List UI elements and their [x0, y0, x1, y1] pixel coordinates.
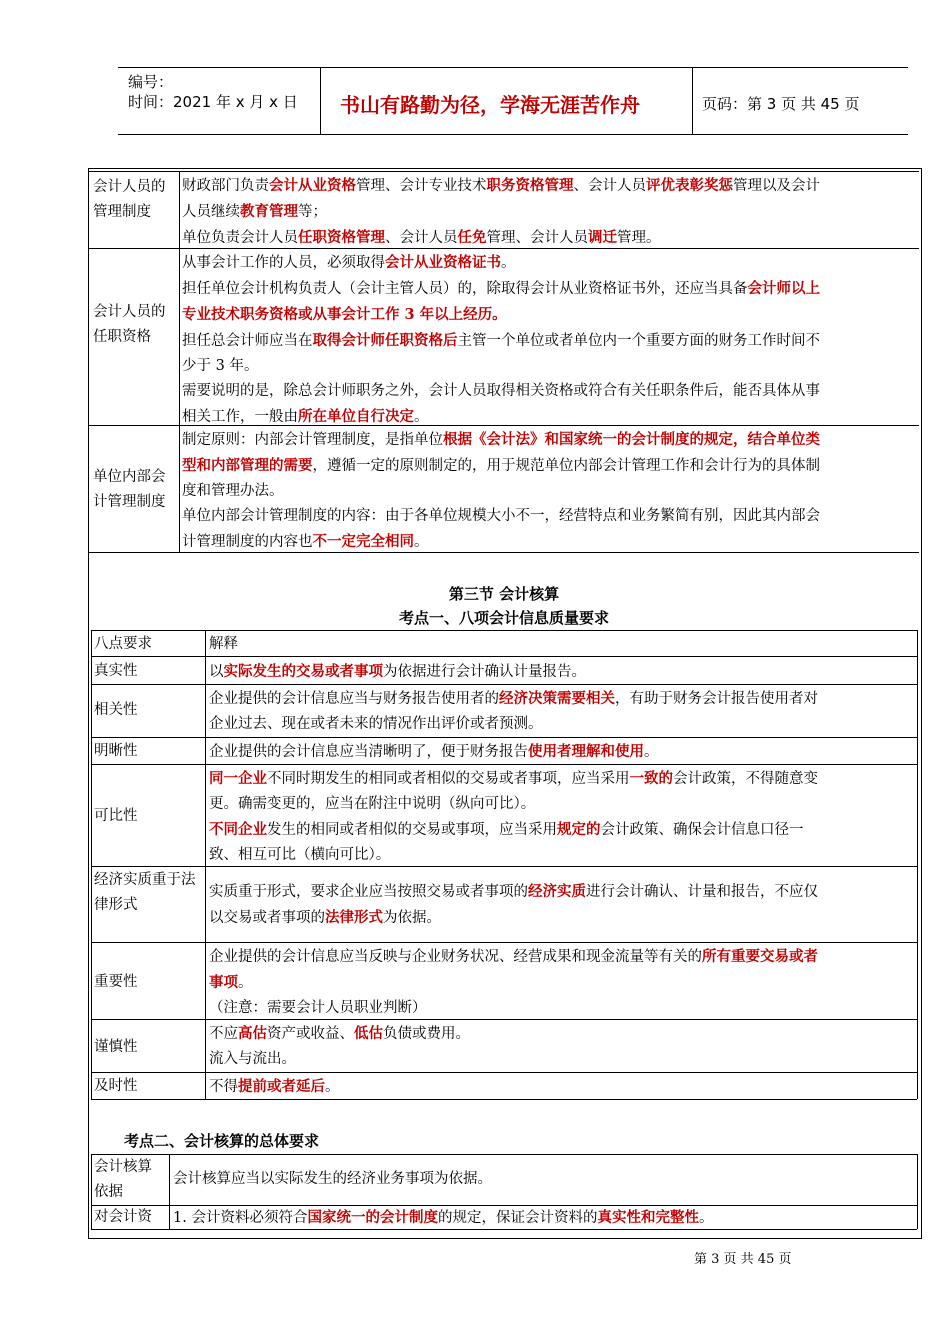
page-header: [118, 67, 908, 135]
emphasis-text: 事项: [209, 974, 238, 991]
text-line: [182, 504, 922, 529]
point1-title: 考点一、八项会计信息质量要求: [398, 609, 609, 627]
req-label-substance: 经济实质重于法律形式: [94, 872, 196, 913]
page-footer: 第 3 页 共 45 页: [694, 1252, 792, 1267]
text-line: [182, 302, 922, 328]
text-line: [182, 529, 922, 555]
body-text: 管理、会计人员: [486, 230, 588, 246]
text-line: [182, 479, 922, 504]
req-label-comparability: 可比性: [94, 808, 138, 824]
text-line: [209, 905, 917, 931]
text-line: [209, 843, 917, 868]
body-text: 会计政策、确保会计信息口径一: [600, 822, 804, 838]
text-line: [182, 328, 922, 354]
body-text: 不同时期发生的相同或者相似的交易或者事项，应当采用: [267, 771, 630, 787]
time-label: 时间：2021 年 x 月 x 日: [128, 93, 298, 111]
text-line: [209, 686, 917, 712]
emphasis-text: 会计从业资格: [269, 177, 356, 194]
body-text: 主管一个单位或者单位内一个重要方面的财务工作时间不: [457, 333, 820, 349]
row-text-internal: [182, 427, 922, 555]
general-text-materials: [173, 1205, 913, 1231]
req-label-relevance: 相关性: [94, 702, 138, 718]
emphasis-text: 高估: [238, 1025, 267, 1042]
text-line: [209, 817, 917, 843]
body-text: 单位负责会计人员: [182, 230, 298, 246]
emphasis-text: 国家统一的会计制度: [307, 1209, 438, 1226]
general-label-basis: 会计核算依据: [94, 1159, 152, 1200]
text-line: [209, 739, 917, 765]
text-line: [182, 379, 922, 404]
row-label-qualification: 会计人员的任职资格: [93, 304, 166, 345]
req-text-materiality: [209, 944, 917, 1021]
body-text: 。: [325, 1079, 340, 1095]
emphasis-text: 调迁: [588, 229, 617, 246]
point2-title: 考点二、会计核算的总体要求: [124, 1132, 320, 1150]
body-text: 需要说明的是，除总会计师职务之外，会计人员取得相关资格或符合有关任职条件后，能否具体从事: [182, 383, 820, 399]
text-line: [182, 354, 922, 379]
emphasis-text: 职务资格管理: [486, 177, 574, 194]
body-text: 流入与流出。: [209, 1051, 296, 1067]
req-text-substance: [209, 879, 917, 931]
emphasis-text: 真实性和完整性: [597, 1209, 699, 1226]
text-line: [209, 996, 917, 1021]
body-text: 度和管理办法。: [182, 483, 284, 499]
req-text-relevance: [209, 686, 917, 737]
emphasis-text: 任免: [457, 229, 487, 246]
text-line: [209, 1074, 917, 1100]
body-text: 、会计人员: [573, 178, 646, 194]
req-label-reliability: 真实性: [94, 663, 138, 679]
row-label-management: 会计人员的管理制度: [93, 179, 166, 220]
body-text: 财政部门负责: [182, 178, 269, 194]
emphasis-text: 教育管理: [240, 203, 298, 220]
content-frame: [88, 168, 922, 1239]
body-text: 。: [414, 409, 429, 425]
text-line: [209, 659, 917, 685]
number-label: 编号：: [128, 73, 174, 91]
emphasis-text: 不同企业: [209, 821, 267, 838]
page-number-label: 页码：第 3 页 共 45 页: [702, 95, 860, 113]
body-text: 人员继续: [182, 204, 240, 220]
emphasis-text: 不一定完全相同: [312, 533, 414, 550]
header-explanation: 解释: [209, 636, 238, 652]
req-label-clarity: 明晰性: [94, 743, 138, 759]
body-text: ，遵循一定的原则制定的，用于规范单位内部会计管理工作和会计行为的具体制: [312, 458, 820, 474]
req-text-comparability: [209, 766, 917, 868]
body-text: 为依据。: [383, 910, 441, 926]
text-line: [182, 276, 922, 302]
emphasis-text: 所在单位自行决定: [298, 408, 414, 425]
req-text-prudence: [209, 1021, 917, 1072]
body-text: 以交易或者事项的: [209, 910, 325, 926]
body-text: 。: [698, 1210, 714, 1226]
text-line: [182, 173, 922, 199]
general-label-materials: 对会计资: [94, 1209, 152, 1225]
body-text: 单位内部会计管理制度的内容：由于各单位规模大小不一，经营特点和业务繁简有别，因此其内部会: [182, 508, 820, 524]
body-text: 。: [238, 975, 253, 991]
row-label-internal: 单位内部会计管理制度: [93, 469, 166, 510]
emphasis-text: 根据《会计法》和国家统一的会计制度的规定，结合单位类: [443, 431, 820, 448]
text-line: [209, 944, 917, 970]
emphasis-text: 会计师以上: [747, 280, 820, 297]
body-text: 担任总会计师应当在: [182, 333, 313, 349]
body-text: 负债或费用。: [383, 1026, 470, 1042]
body-text: 1. 会计资料必须符合: [173, 1210, 308, 1226]
req-text-clarity: [209, 739, 917, 765]
text-line: [209, 792, 917, 817]
text-line: [182, 225, 922, 251]
motto-title: 书山有路勤为径，学海无涯苦作舟: [340, 93, 640, 117]
body-text: 企业提供的会计信息应当反映与企业财务状况、经营成果和现金流量等有关的: [209, 949, 702, 965]
body-text: 。: [414, 534, 429, 550]
text-line: [209, 1047, 917, 1072]
body-text: 制定原则：内部会计管理制度，是指单位: [182, 432, 443, 448]
body-text: 。: [501, 255, 516, 271]
section-title: 第三节 会计核算: [448, 585, 560, 603]
body-text: 不应: [209, 1026, 238, 1042]
emphasis-text: 低估: [354, 1025, 383, 1042]
req-label-materiality: 重要性: [94, 974, 138, 990]
emphasis-text: 使用者理解和使用: [528, 743, 644, 760]
req-text-timeliness: [209, 1074, 917, 1100]
emphasis-text: 任职资格管理: [298, 229, 385, 246]
row-text-management: [182, 173, 922, 251]
body-text: 资产或收益、: [267, 1026, 354, 1042]
emphasis-text: 评优表彰奖惩: [646, 177, 733, 194]
emphasis-text: 法律形式: [325, 909, 383, 926]
body-text: 会计政策，不得随意变: [673, 771, 818, 787]
req-label-timeliness: 及时性: [94, 1078, 138, 1094]
emphasis-text: 专业技术职务资格或从事会计工作 3 年以上经历。: [182, 306, 507, 323]
general-text-basis: [173, 1167, 913, 1192]
text-line: [182, 453, 922, 479]
text-line: [173, 1167, 913, 1192]
body-text: 会计核算应当以实际发生的经济业务事项为依据。: [173, 1171, 492, 1187]
text-line: [182, 250, 922, 276]
body-text: 企业提供的会计信息应当与财务报告使用者的: [209, 691, 499, 707]
body-text: 、会计人员: [385, 230, 458, 246]
body-text: 等；: [298, 204, 327, 220]
body-text: 企业过去、现在或者未来的情况作出评价或者预测。: [209, 716, 543, 732]
body-text: 发生的相同或者相似的交易或事项，应当采用: [267, 822, 557, 838]
emphasis-text: 型和内部管理的需要: [182, 457, 313, 474]
emphasis-text: 取得会计师任职资格后: [312, 332, 458, 349]
req-text-reliability: [209, 659, 917, 685]
body-text: （注意：需要会计人员职业判断）: [209, 1000, 427, 1016]
body-text: 不得: [209, 1079, 238, 1095]
body-text: 相关工作，一般由: [182, 409, 298, 425]
body-text: ，有助于财务会计报告使用者对: [615, 691, 818, 707]
body-text: 。: [644, 744, 659, 760]
emphasis-text: 实际发生的交易或者事项: [223, 663, 383, 680]
body-text: 实质重于形式，要求企业应当按照交易或者事项的: [209, 884, 528, 900]
text-line: [209, 879, 917, 905]
emphasis-text: 同一企业: [209, 770, 267, 787]
body-text: 以: [209, 664, 224, 680]
emphasis-text: 规定的: [557, 821, 601, 838]
text-line: [209, 970, 917, 996]
emphasis-text: 会计从业资格证书: [385, 254, 501, 271]
text-line: [209, 1021, 917, 1047]
body-text: 更。确需变更的，应当在附注中说明（纵向可比）。: [209, 796, 536, 812]
req-label-prudence: 谨慎性: [94, 1039, 138, 1055]
emphasis-text: 经济决策需要相关: [499, 690, 615, 707]
body-text: 致、相互可比（横向可比）。: [209, 847, 391, 863]
text-line: [182, 427, 922, 453]
body-text: 进行会计确认、计量和报告，不应仅: [586, 884, 818, 900]
body-text: 担任单位会计机构负责人（会计主管人员）的，除取得会计从业资格证书外，还应当具备: [182, 281, 748, 297]
body-text: 的规定，保证会计资料的: [437, 1210, 598, 1226]
body-text: 管理。: [617, 230, 661, 246]
text-line: [209, 766, 917, 792]
body-text: 企业提供的会计信息应当清晰明了，便于财务报告: [209, 744, 528, 760]
emphasis-text: 所有重要交易或者: [702, 948, 818, 965]
row-text-qualification: [182, 250, 922, 430]
text-line: [209, 712, 917, 737]
emphasis-text: 一致的: [629, 770, 673, 787]
body-text: 少于 3 年。: [182, 358, 259, 374]
body-text: 计管理制度的内容也: [182, 534, 313, 550]
text-line: [173, 1205, 913, 1231]
text-line: [182, 199, 922, 225]
emphasis-text: 提前或者延后: [238, 1078, 325, 1095]
body-text: 管理以及会计: [733, 178, 820, 194]
emphasis-text: 经济实质: [528, 883, 586, 900]
body-text: 为依据进行会计确认计量报告。: [383, 664, 586, 680]
body-text: 从事会计工作的人员，必须取得: [182, 255, 385, 271]
body-text: 管理、会计专业技术: [356, 178, 487, 194]
header-requirements: 八点要求: [94, 636, 152, 652]
